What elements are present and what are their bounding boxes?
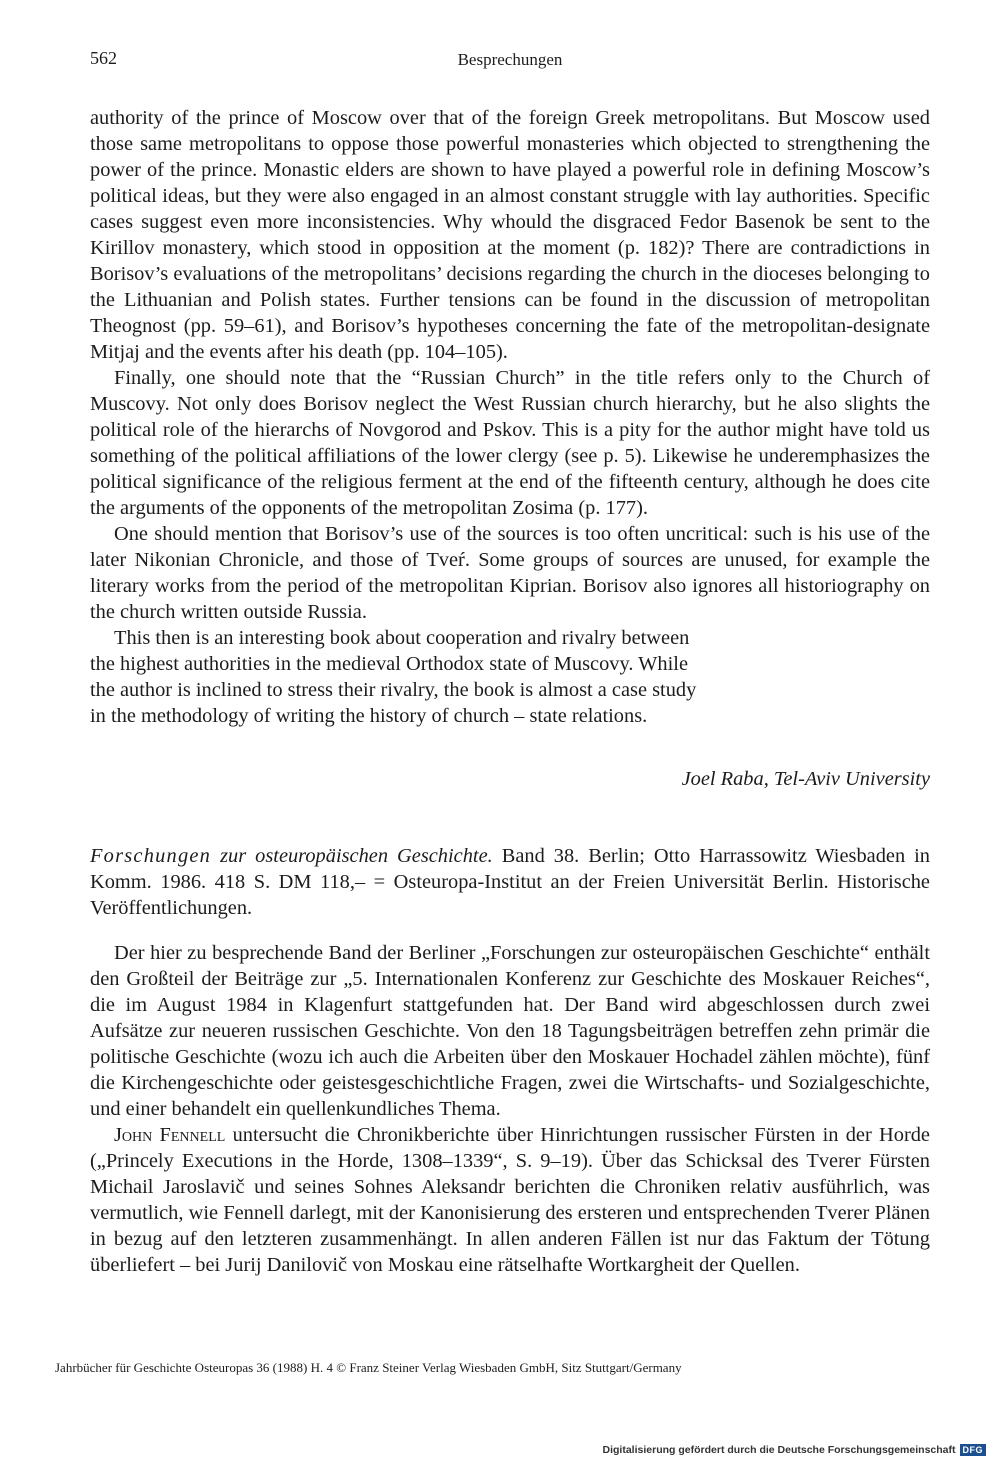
page-number: 562 xyxy=(90,48,117,68)
review-paragraph: This then is an interesting book about cooperation and rivalry between the highest authorities in the medieval Orthodox state of Muscovy. While the author is inclined to stress their rivalry, the book is almost a case study in the methodology of writing the history of church – state relations. xyxy=(90,627,697,727)
dfg-notice: Digitalisierung gefördert durch die Deutsche Forschungsgemeinschaft xyxy=(602,1444,956,1456)
series-title-rest: zur osteuropäischen Geschichte. xyxy=(220,845,493,867)
document-page xyxy=(90,0,930,1469)
bibliographic-details: Band 38. Berlin; Otto Harrassowitz Wiesbaden in Komm. 1986. 418 S. DM 118,– = Osteuropa-Institut an der Freien Universität Berlin. Historische Veröffentlichungen. xyxy=(90,845,931,919)
dfg-logo-icon: DFG xyxy=(960,1444,987,1456)
series-title: Forschungen xyxy=(90,845,212,867)
running-head xyxy=(90,48,930,76)
review-german xyxy=(90,940,930,1278)
bibliographic-entry xyxy=(90,843,930,921)
review-paragraph-text: untersucht die Chronikberichte über Hinrichtungen russischer Fürsten in der Horde („Princely Executions in the Horde, 1308–1339“, S. 9–19). Über das Schicksal des Tverer Fürsten Michail Jaroslavič und seines Sohnes Aleksandr berichten die Chroniken relativ ausführlich, was vermutlich, wie Fennell darlegt, mit der Kanonisierung des ersteren und entsprechenden Tverer Plänen in bezug auf den letzteren zusammenhängt. In allen anderen Fällen ist nur das Faktum der Tötung überliefert – bei Jurij Danilovič von Moskau eine rätselhafte Wortkargheit der Quellen. xyxy=(90,1124,930,1276)
reviewer-signature: Joel Raba, Tel-Aviv University xyxy=(681,768,930,790)
running-title: Besprechungen xyxy=(457,50,563,69)
review-paragraph: authority of the prince of Moscow over that of the foreign Greek metropolitans. But Moscow used those same metropolitans to oppose those powerful monasteries which objected to strengthening the power of the prince. Monastic elders are shown to have played a powerful role in defining Moscow’s political ideas, but they were also engaged in an almost constant struggle with lay authorities. Specific cases suggest even more inconsistencies. Why whould the disgraced Fedor Basenok be sent to the Kirillov monastery, which stood in opposition at the moment (p. 182)? There are contradictions in Borisov’s evaluations of the metropolitans’ decisions regarding the church in the dioceses belonging to the Lithuanian and Polish states. Further tensions can be found in the discussion of metropolitan Theognost (pp. 59–61), and Borisov’s hypotheses concerning the fate of the metropolitan-designate Mitjaj and the events after his death (pp. 104–105). xyxy=(90,107,930,363)
review-paragraph xyxy=(90,1122,930,1278)
dfg-notice-bar xyxy=(603,1444,986,1456)
author-name: John Fennell xyxy=(114,1124,226,1146)
review-english xyxy=(90,105,930,729)
review-paragraph: Finally, one should note that the “Russian Church” in the title refers only to the Church of Muscovy. Not only does Borisov neglect the West Russian church hierarchy, but he also slights the political role of the hierarchs of Novgorod and Pskov. This is a pity for the author might have told us something of the political affiliations of the lower clergy (see p. 5). Likewise he underemphasizes the political significance of the religious ferment at the end of the fifteenth century, although he does cite the arguments of the opponents of the metropolitan Zosima (p. 177). xyxy=(90,367,930,519)
review-paragraph: Der hier zu besprechende Band der Berliner „Forschungen zur osteuropäischen Geschichte“ enthält den Großteil der Beiträge zur „5. Internationalen Konferenz zur Geschichte des Moskauer Reiches“, die im August 1984 in Klagenfurt stattgefunden hat. Der Band wird abgeschlossen durch zwei Aufsätze zur neueren russischen Geschichte. Von den 18 Tagungsbeiträgen betreffen zehn primär die politische Geschichte (wozu ich auch die Arbeiten über den Moskauer Hochadel zählen möchte), fünf die Kirchengeschichte oder geistesgeschichtliche Fragen, zwei die Wirtschafts- und Sozialgeschichte, und einer behandelt ein quellenkundliches Thema. xyxy=(90,942,930,1120)
journal-footer: Jahrbücher für Geschichte Osteuropas 36 (1988) H. 4 © Franz Steiner Verlag Wiesbaden GmbH, Sitz Stuttgart/Germany xyxy=(55,1360,682,1375)
review-paragraph: One should mention that Borisov’s use of the sources is too often uncritical: such is his use of the later Nikonian Chronicle, and those of Tveŕ. Some groups of sources are unused, for example the literary works from the period of the metropolitan Kiprian. Borisov also ignores all historiography on the church written outside Russia. xyxy=(90,523,930,623)
